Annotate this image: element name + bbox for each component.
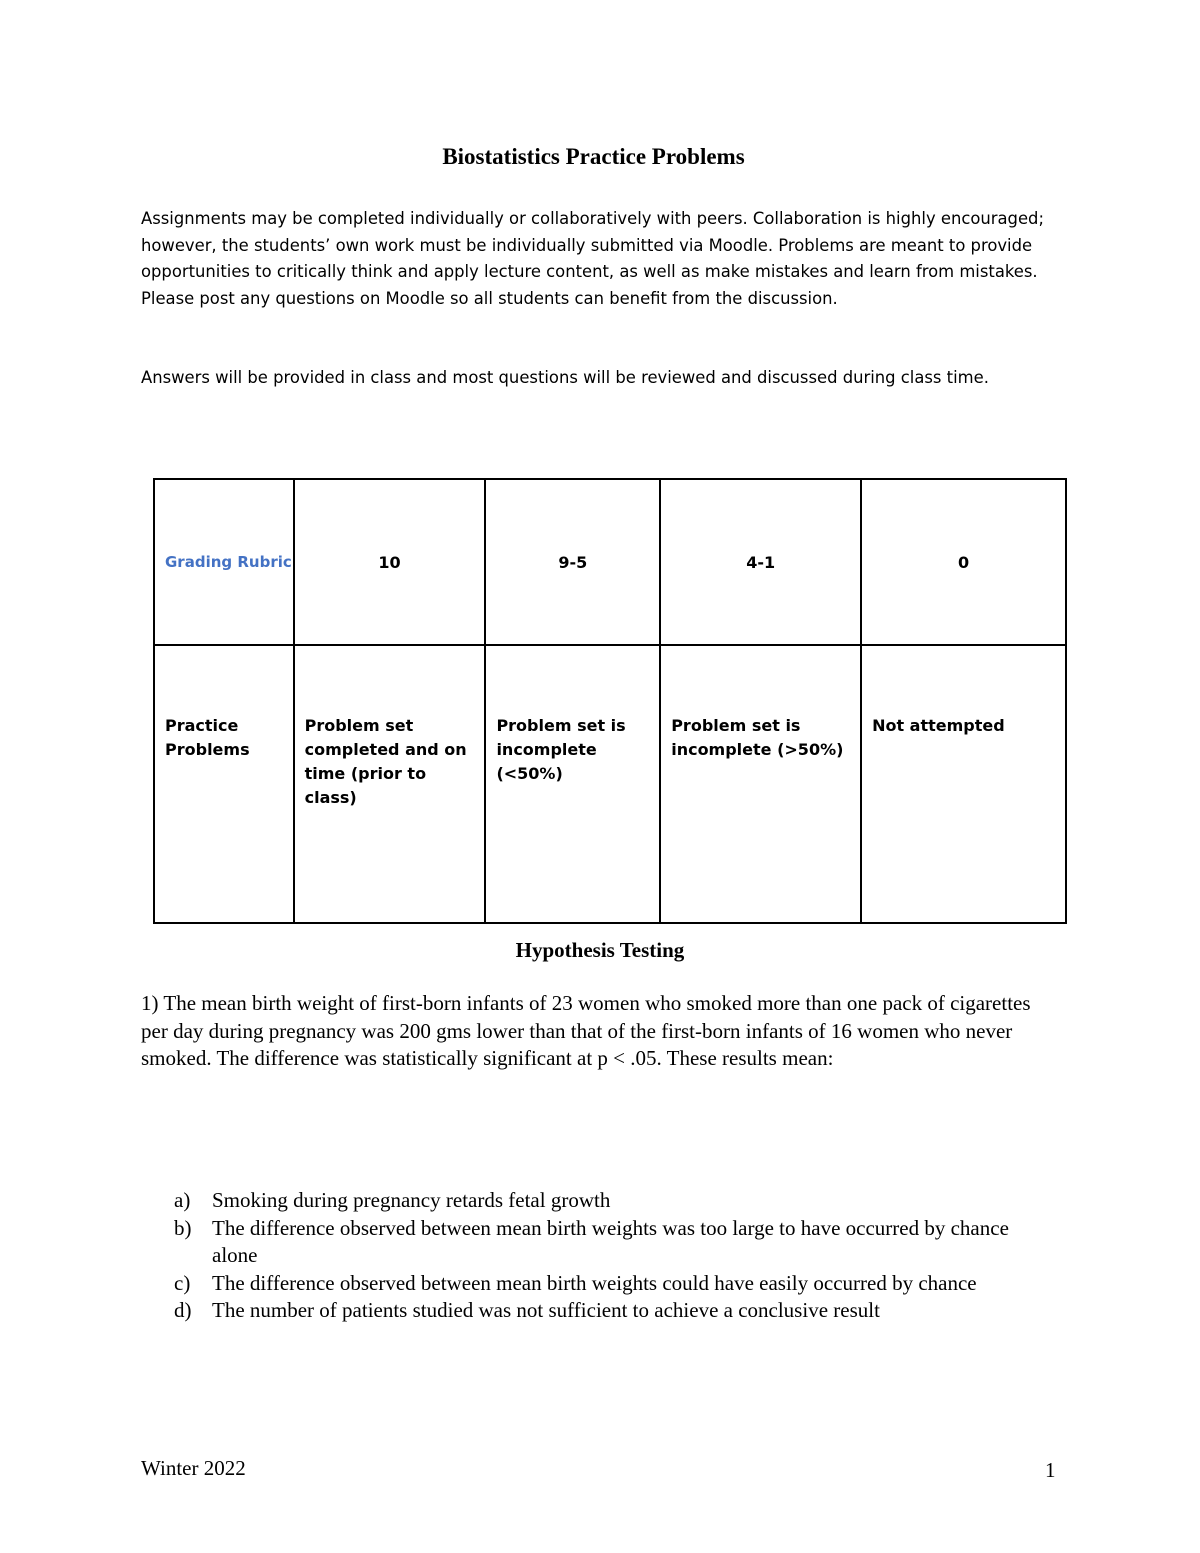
option-text: The number of patients studied was not sufficient to achieve a conclusive result (212, 1298, 880, 1322)
option-letter: c) (174, 1270, 191, 1295)
section-title: Hypothesis Testing (515, 938, 685, 962)
intro-paragraph: Assignments may be completed individually or collaboratively with peers. Collaboration is highly encouraged; however, the students’ own work must be individually submitted via Moodle. Problems are meant to provide opportunities to critically think and apply lecture content, as well as make mistakes and learn from mistakes. Please post any questions on Moodle so all students can benefit from the discussion. (141, 209, 1044, 308)
rubric-row-label: Practice Problems (154, 645, 294, 923)
page-title: Biostatistics Practice Problems (442, 144, 745, 169)
rubric-header-row (154, 479, 1066, 645)
answers-note: Answers will be provided in class and most questions will be reviewed and discussed during class time. (141, 368, 989, 387)
option-text: The difference observed between mean birth weights was too large to have occurred by chance alone (212, 1215, 1009, 1267)
option-text: Smoking during pregnancy retards fetal growth (212, 1188, 611, 1212)
page-number: 1 (1045, 1458, 1056, 1482)
rubric-desc-9-5: Problem set is incomplete (<50%) (485, 645, 660, 923)
score-header-9-5: 9-5 (485, 479, 660, 645)
grading-rubric-table (153, 478, 1067, 924)
score-header-0: 0 (861, 479, 1066, 645)
option-d (141, 1297, 1051, 1325)
option-letter: b) (174, 1215, 192, 1240)
option-b (141, 1215, 1051, 1270)
option-c (141, 1270, 1051, 1298)
option-a (141, 1187, 1051, 1215)
rubric-label: Grading Rubric (154, 479, 294, 645)
score-header-4-1: 4-1 (660, 479, 861, 645)
rubric-criteria-row (154, 645, 1066, 923)
rubric-desc-4-1: Problem set is incomplete (>50%) (660, 645, 861, 923)
option-letter: d) (174, 1298, 192, 1322)
question-1: 1) The mean birth weight of first-born infants of 23 women who smoked more than one pack of cigarettes per day during pregnancy was 200 gms lower than that of the first-born infants of 16 women who never smoked. The difference was statistically significant at p < .05. These results mean: (141, 991, 1031, 1070)
option-text: The difference observed between mean birth weights could have easily occurred by chance (212, 1270, 977, 1295)
rubric-desc-10: Problem set completed and on time (prior to class) (294, 645, 486, 923)
rubric-desc-0: Not attempted (861, 645, 1066, 923)
footer-term: Winter 2022 (141, 1456, 246, 1480)
score-header-10: 10 (294, 479, 486, 645)
answer-options (141, 1187, 1051, 1325)
option-letter: a) (174, 1188, 191, 1212)
